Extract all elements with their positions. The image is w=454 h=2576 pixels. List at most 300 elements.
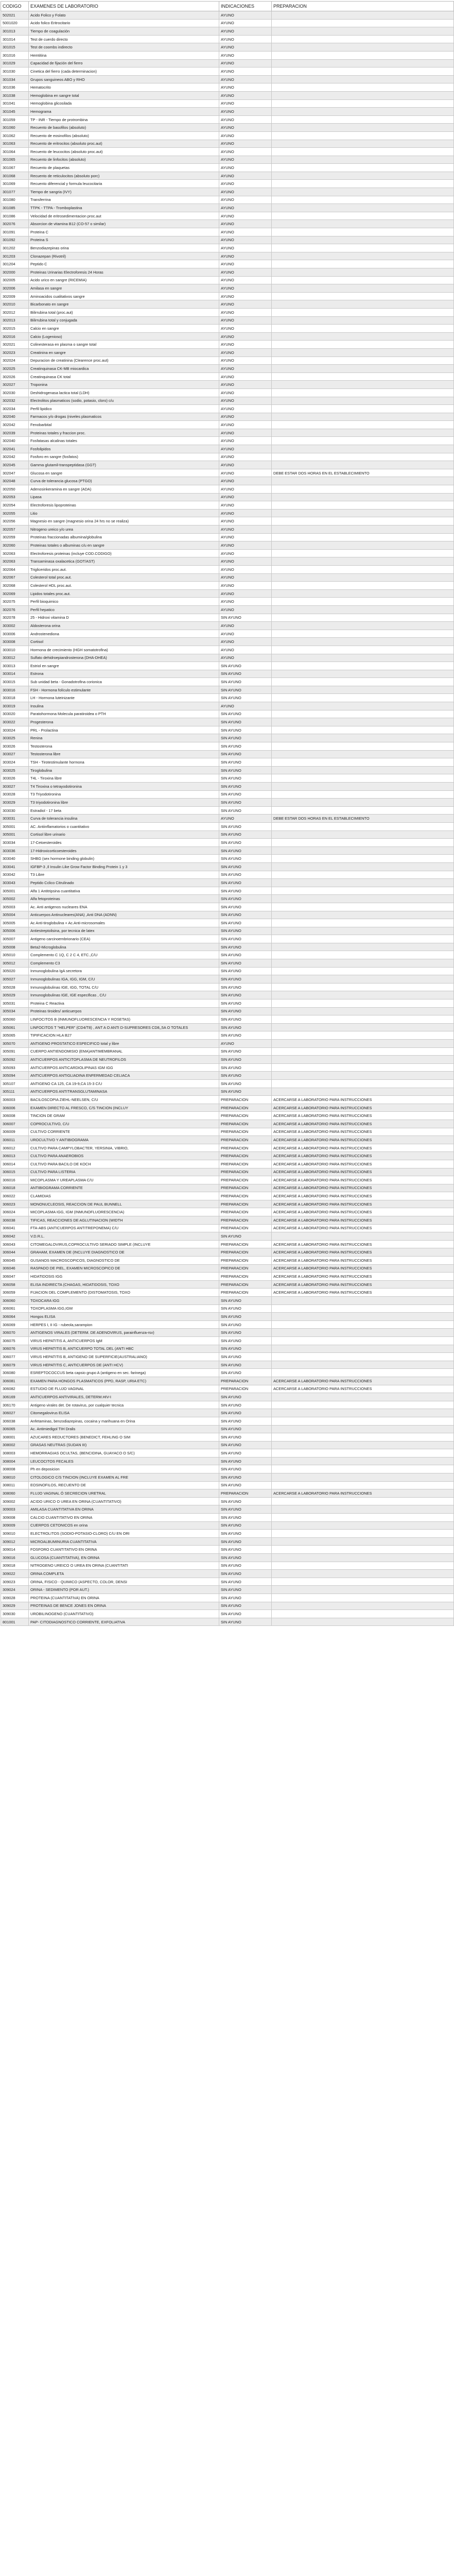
cell-codigo: 305092 <box>1 1056 29 1064</box>
cell-codigo: 302025 <box>1 365 29 373</box>
cell-examen: Proteinas totales o albuminas c/u en sangre <box>29 541 219 550</box>
cell-preparacion <box>272 477 454 485</box>
table-row <box>1 927 454 935</box>
cell-examen: PAP- CITODIAGNOSTICO CORRIENTE, EXFOLIATIVA <box>29 1618 219 1626</box>
cell-codigo: 303034 <box>1 839 29 847</box>
cell-examen: VIRUS HEPATITIS A, ANTICUERPOS IgM <box>29 1336 219 1345</box>
table-row <box>1 1345 454 1353</box>
table-row <box>1 815 454 823</box>
cell-examen: AMILASA CUANTITATIVA EN ORINA <box>29 1505 219 1514</box>
cell-preparacion <box>272 646 454 654</box>
cell-examen: ELECTROLITOS (SODIO-POTASIO-CLORO) C/U EN ORI <box>29 1530 219 1538</box>
cell-preparacion <box>272 614 454 622</box>
cell-indicacion: SIN AYUNO <box>219 1015 272 1024</box>
cell-preparacion <box>272 911 454 919</box>
cell-examen: Sulfato dehidroepiandrosterona (DHA-DHEA) <box>29 654 219 662</box>
table-row <box>1 1521 454 1530</box>
cell-indicacion: PREPARACION <box>219 1184 272 1192</box>
cell-preparacion <box>272 1586 454 1594</box>
table-row <box>1 1040 454 1048</box>
table-row <box>1 726 454 734</box>
cell-preparacion <box>272 750 454 758</box>
cell-indicacion: AYUNO <box>219 1040 272 1048</box>
cell-examen: Recuento de eritrocitos (absoluto proc.aut) <box>29 140 219 148</box>
cell-examen: Bilirrubina total (proc.aut) <box>29 308 219 316</box>
cell-indicacion: AYUNO <box>219 43 272 52</box>
cell-indicacion: AYUNO <box>219 549 272 557</box>
cell-indicacion: AYUNO <box>219 541 272 550</box>
cell-indicacion: SIN AYUNO <box>219 799 272 807</box>
cell-indicacion: AYUNO <box>219 325 272 333</box>
table-row <box>1 292 454 300</box>
cell-indicacion: AYUNO <box>219 509 272 517</box>
table-row <box>1 790 454 799</box>
table-row <box>1 348 454 357</box>
cell-examen: ANTICUERPOS ANTIGLIADINA ENFERMEDAD CELIACA <box>29 1072 219 1080</box>
cell-preparacion <box>272 1602 454 1610</box>
table-row <box>1 268 454 277</box>
cell-indicacion: AYUNO <box>219 244 272 252</box>
cell-indicacion: AYUNO <box>219 83 272 92</box>
cell-codigo: 301091 <box>1 228 29 236</box>
table-row <box>1 461 454 469</box>
cell-examen: Electroforesis lipoproteinas <box>29 501 219 510</box>
cell-codigo: 309003 <box>1 1505 29 1514</box>
cell-examen: ANTIBIOGRAMA CORRIENTE <box>29 1184 219 1192</box>
cell-preparacion <box>272 357 454 365</box>
cell-preparacion <box>272 1304 454 1313</box>
cell-codigo: 309009 <box>1 1521 29 1530</box>
cell-examen: T4 Tiroxina o tetrayodotironina <box>29 783 219 791</box>
table-row <box>1 236 454 244</box>
cell-preparacion <box>272 822 454 831</box>
cell-examen: Troponina <box>29 381 219 389</box>
cell-examen: Peptido C <box>29 260 219 268</box>
cell-indicacion: SIN AYUNO <box>219 1578 272 1586</box>
table-row <box>1 1481 454 1489</box>
table-row <box>1 862 454 871</box>
cell-indicacion: AYUNO <box>219 59 272 67</box>
cell-examen: UROBILINOGENO (CUANTITATIVO) <box>29 1610 219 1618</box>
cell-indicacion: AYUNO <box>219 11 272 20</box>
cell-codigo: 302013 <box>1 316 29 325</box>
cell-preparacion <box>272 59 454 67</box>
table-row <box>1 99 454 108</box>
cell-indicacion: SIN AYUNO <box>219 783 272 791</box>
table-row <box>1 1457 454 1465</box>
cell-examen: GLUCOSA (CUANTITATIVA), EN ORINA <box>29 1554 219 1562</box>
cell-preparacion <box>272 831 454 839</box>
cell-codigo: 305070 <box>1 1040 29 1048</box>
cell-preparacion: ACERCARSE A LABORATORIO PARA INSTRUCCIONES <box>272 1257 454 1265</box>
cell-preparacion: ACERCARSE A LABORATORIO PARA INSTRUCCIONES <box>272 1264 454 1273</box>
table-row <box>1 1144 454 1152</box>
cell-examen: TOXOPLASMA IGG,IGM <box>29 1304 219 1313</box>
cell-indicacion: SIN AYUNO <box>219 678 272 686</box>
cell-codigo: 306041 <box>1 1224 29 1232</box>
table-row <box>1 91 454 99</box>
cell-indicacion: AYUNO <box>219 493 272 501</box>
cell-codigo: 302054 <box>1 501 29 510</box>
cell-preparacion <box>272 180 454 188</box>
cell-examen: VIRUS HEPATITIS C, ANTICUERPOS DE (ANTI HCV) <box>29 1361 219 1369</box>
cell-indicacion: AYUNO <box>219 99 272 108</box>
cell-indicacion: SIN AYUNO <box>219 1554 272 1562</box>
table-body <box>1 11 454 1626</box>
cell-preparacion <box>272 1618 454 1626</box>
cell-indicacion: AYUNO <box>219 405 272 413</box>
cell-codigo: 302000 <box>1 268 29 277</box>
cell-examen: T3 Triyodotironina <box>29 790 219 799</box>
table-row <box>1 846 454 855</box>
cell-codigo: 306169 <box>1 1393 29 1401</box>
cell-codigo: 306015 <box>1 1168 29 1176</box>
cell-codigo: 308002 <box>1 1441 29 1449</box>
table-row <box>1 252 454 260</box>
cell-preparacion <box>272 582 454 590</box>
cell-codigo: 301015 <box>1 43 29 52</box>
cell-codigo: 301069 <box>1 180 29 188</box>
cell-codigo: 306077 <box>1 1353 29 1361</box>
cell-codigo: 306047 <box>1 1273 29 1281</box>
cell-preparacion: ACERCARSE A LABORATORIO PARA INSTRUCCIONES <box>272 1192 454 1200</box>
cell-preparacion <box>272 1578 454 1586</box>
cell-examen: Testosterona libre <box>29 750 219 758</box>
cell-codigo: 306069 <box>1 1320 29 1329</box>
cell-indicacion: AYUNO <box>219 445 272 453</box>
cell-preparacion <box>272 413 454 421</box>
cell-preparacion <box>272 557 454 566</box>
cell-preparacion: ACERCARSE A LABORATORIO PARA INSTRUCCIONES <box>272 1289 454 1297</box>
table-row <box>1 1449 454 1458</box>
cell-indicacion: AYUNO <box>219 156 272 164</box>
cell-examen: Recuento de basofilos (absoluto) <box>29 124 219 132</box>
cell-examen: Trigliceridos proc.aut. <box>29 565 219 573</box>
cell-codigo: 301092 <box>1 236 29 244</box>
cell-indicacion: PREPARACION <box>219 1248 272 1257</box>
cell-examen: Transaminasa oxalacetica (GOT/AST) <box>29 557 219 566</box>
cell-examen: ESTUDIO DE FLUJO VAGINAL <box>29 1385 219 1393</box>
cell-preparacion <box>272 453 454 461</box>
cell-indicacion: AYUNO <box>219 124 272 132</box>
cell-examen: Ph en deposicion <box>29 1465 219 1473</box>
table-row <box>1 686 454 694</box>
cell-codigo: 306003 <box>1 1096 29 1104</box>
cell-indicacion: SIN AYUNO <box>219 895 272 903</box>
cell-preparacion <box>272 799 454 807</box>
cell-codigo: 305094 <box>1 1072 29 1080</box>
cell-examen: Perfil hepatico <box>29 605 219 614</box>
table-row <box>1 541 454 550</box>
cell-preparacion <box>272 372 454 381</box>
cell-preparacion: ACERCARSE A LABORATORIO PARA INSTRUCCIONES <box>272 1120 454 1128</box>
cell-indicacion: SIN AYUNO <box>219 1088 272 1096</box>
table-row <box>1 718 454 726</box>
table-row <box>1 445 454 453</box>
cell-indicacion: PREPARACION <box>219 1216 272 1225</box>
table-row <box>1 501 454 510</box>
cell-codigo: 301030 <box>1 67 29 76</box>
cell-codigo: 308003 <box>1 1449 29 1458</box>
cell-codigo: 302010 <box>1 300 29 309</box>
cell-preparacion <box>272 164 454 172</box>
cell-codigo: 306079 <box>1 1361 29 1369</box>
cell-examen: Cortisol libre urinario <box>29 831 219 839</box>
table-row <box>1 1104 454 1112</box>
cell-codigo: 309022 <box>1 1570 29 1578</box>
cell-examen: FLUJO VAGINAL Ó SECRECION URETRAL <box>29 1489 219 1498</box>
table-row <box>1 220 454 228</box>
cell-indicacion: AYUNO <box>219 108 272 116</box>
cell-examen: 25 - Hidroxi vitamina D <box>29 614 219 622</box>
cell-indicacion: PREPARACION <box>219 1257 272 1265</box>
cell-preparacion <box>272 766 454 774</box>
cell-indicacion: SIN AYUNO <box>219 975 272 984</box>
cell-examen: TSH - Tirotestimulante hormona <box>29 758 219 767</box>
table-row <box>1 131 454 140</box>
cell-preparacion <box>272 19 454 27</box>
cell-examen: Capacidad de fijación del fierro <box>29 59 219 67</box>
cell-codigo: 302040 <box>1 413 29 421</box>
cell-examen: Insulina <box>29 702 219 710</box>
cell-examen: 17-Hidroxicorticoesteroides <box>29 846 219 855</box>
cell-indicacion: SIN AYUNO <box>219 742 272 751</box>
cell-examen: Ac. Anti antigenos nucleares ENA <box>29 903 219 911</box>
table-row <box>1 1257 454 1265</box>
cell-preparacion <box>272 742 454 751</box>
cell-examen: Curva de tolerancia insulina <box>29 815 219 823</box>
cell-codigo: 306038 <box>1 1216 29 1225</box>
cell-codigo: 303026 <box>1 774 29 783</box>
cell-indicacion: PREPARACION <box>219 1168 272 1176</box>
cell-preparacion <box>272 862 454 871</box>
cell-codigo: 302063 <box>1 549 29 557</box>
cell-indicacion: PREPARACION <box>219 1273 272 1281</box>
cell-preparacion <box>272 1514 454 1522</box>
cell-examen: Test de coombs indirecto <box>29 43 219 52</box>
cell-preparacion <box>272 172 454 180</box>
cell-indicacion: AYUNO <box>219 164 272 172</box>
cell-examen: Hemoglobina en sangre total <box>29 91 219 99</box>
cell-codigo: 306022 <box>1 1192 29 1200</box>
table-row <box>1 1594 454 1602</box>
table-row <box>1 943 454 951</box>
cell-codigo: 305060 <box>1 1015 29 1024</box>
table-row <box>1 1136 454 1144</box>
cell-codigo: 302005 <box>1 276 29 284</box>
cell-codigo: 302056 <box>1 517 29 526</box>
table-row <box>1 1425 454 1433</box>
cell-indicacion: SIN AYUNO <box>219 1345 272 1353</box>
table-row <box>1 1096 454 1104</box>
cell-indicacion: SIN AYUNO <box>219 846 272 855</box>
cell-examen: Tiempo de sangria (IVY) <box>29 188 219 196</box>
cell-codigo: 303043 <box>1 879 29 887</box>
cell-preparacion <box>272 951 454 959</box>
cell-indicacion: SIN AYUNO <box>219 766 272 774</box>
cell-codigo: 306012 <box>1 1144 29 1152</box>
cell-codigo: 301204 <box>1 260 29 268</box>
table-row <box>1 164 454 172</box>
cell-codigo: 301014 <box>1 35 29 43</box>
cell-codigo: 306006 <box>1 1104 29 1112</box>
cell-indicacion: AYUNO <box>219 268 272 277</box>
cell-indicacion: SIN AYUNO <box>219 1047 272 1056</box>
cell-indicacion: SIN AYUNO <box>219 1056 272 1064</box>
cell-indicacion: PREPARACION <box>219 1176 272 1184</box>
cell-indicacion: SIN AYUNO <box>219 758 272 767</box>
cell-preparacion <box>272 1329 454 1337</box>
cell-examen: Estriol en sangre <box>29 662 219 670</box>
table-row <box>1 565 454 573</box>
cell-preparacion <box>272 871 454 879</box>
cell-examen: ANTICUERPOS ANTICARDIOLIPINAS IGM IGG <box>29 1063 219 1072</box>
cell-codigo: 306014 <box>1 1160 29 1168</box>
cell-codigo: 309010 <box>1 1530 29 1538</box>
table-row <box>1 43 454 52</box>
cell-indicacion: AYUNO <box>219 461 272 469</box>
cell-indicacion: AYUNO <box>219 485 272 494</box>
cell-codigo: 303027 <box>1 750 29 758</box>
cell-codigo: 308008 <box>1 1465 29 1473</box>
cell-indicacion: AYUNO <box>219 517 272 526</box>
cell-indicacion: SIN AYUNO <box>219 999 272 1008</box>
cell-examen: Creatinina en sangre <box>29 348 219 357</box>
cell-examen: FOSFORO CUANTITATIVO EN ORINA <box>29 1546 219 1554</box>
cell-preparacion <box>272 148 454 156</box>
cell-indicacion: SIN AYUNO <box>219 871 272 879</box>
cell-examen: Ac. Antimiedigol TIH Dralis <box>29 1425 219 1433</box>
cell-codigo: 309030 <box>1 1610 29 1618</box>
cell-examen: Bilirrubina total y conjugada <box>29 316 219 325</box>
cell-preparacion <box>272 140 454 148</box>
cell-codigo: 306018 <box>1 1184 29 1192</box>
cell-examen: Anfetaminas, benzodiazepinas, cocaina y marihuana en Orina <box>29 1417 219 1425</box>
cell-preparacion <box>272 541 454 550</box>
cell-examen: Transferrina <box>29 196 219 204</box>
cell-codigo: 303024 <box>1 758 29 767</box>
cell-indicacion: AYUNO <box>219 228 272 236</box>
table-row <box>1 156 454 164</box>
table-row <box>1 766 454 774</box>
cell-codigo: 302057 <box>1 526 29 534</box>
cell-codigo: 305027 <box>1 975 29 984</box>
cell-preparacion <box>272 1063 454 1072</box>
cell-examen: CLAMIDIAS <box>29 1192 219 1200</box>
table-row <box>1 332 454 341</box>
cell-preparacion <box>272 598 454 606</box>
cell-indicacion: PREPARACION <box>219 1489 272 1498</box>
cell-preparacion <box>272 1015 454 1024</box>
table-row <box>1 1473 454 1482</box>
cell-examen: ANTIGENO PROSTATICO ESPECIFICO total y libre <box>29 1040 219 1048</box>
cell-preparacion <box>272 718 454 726</box>
cell-examen: Inmunoglobulinas IGA, IGG, IGM, C/U <box>29 975 219 984</box>
table-row <box>1 204 454 212</box>
cell-preparacion <box>272 549 454 557</box>
cell-examen: CULTIVO PARA LISTERIA <box>29 1168 219 1176</box>
table-row <box>1 11 454 20</box>
cell-preparacion <box>272 991 454 999</box>
cell-codigo: 301077 <box>1 188 29 196</box>
cell-preparacion <box>272 935 454 943</box>
table-row <box>1 774 454 783</box>
cell-preparacion <box>272 83 454 92</box>
cell-codigo: 305001 <box>1 822 29 831</box>
cell-indicacion: SIN AYUNO <box>219 1417 272 1425</box>
cell-preparacion <box>272 196 454 204</box>
cell-codigo: 302027 <box>1 381 29 389</box>
cell-codigo: 309024 <box>1 1586 29 1594</box>
cell-codigo: 302042 <box>1 453 29 461</box>
cell-examen: Inmunoglobulina IgA secretora <box>29 967 219 975</box>
table-row <box>1 895 454 903</box>
table-row <box>1 742 454 751</box>
cell-indicacion: AYUNO <box>219 252 272 260</box>
table-row <box>1 1562 454 1570</box>
cell-codigo: 303025 <box>1 766 29 774</box>
cell-preparacion <box>272 43 454 52</box>
cell-examen: RASPADO DE PIEL, EXAMEN MICROSCOPICO DE <box>29 1264 219 1273</box>
cell-preparacion <box>272 260 454 268</box>
cell-indicacion: AYUNO <box>219 573 272 582</box>
cell-codigo: 302063 <box>1 557 29 566</box>
table-row <box>1 140 454 148</box>
table-row <box>1 1313 454 1321</box>
cell-preparacion <box>272 228 454 236</box>
table-row <box>1 622 454 630</box>
cell-examen: Deshidrogenasa lactica total (LDH) <box>29 388 219 397</box>
table-row <box>1 1056 454 1064</box>
cell-indicacion: SIN AYUNO <box>219 710 272 718</box>
cell-codigo: 301086 <box>1 212 29 220</box>
cell-examen: Citomegalovirus ELISA <box>29 1409 219 1417</box>
cell-examen: Calcio (Logenioso) <box>29 332 219 341</box>
cell-indicacion: SIN AYUNO <box>219 935 272 943</box>
cell-codigo: 303042 <box>1 871 29 879</box>
table-row <box>1 300 454 309</box>
cell-indicacion: PREPARACION <box>219 1240 272 1248</box>
table-header-row <box>1 2 454 11</box>
table-row <box>1 1393 454 1401</box>
cell-preparacion <box>272 999 454 1008</box>
table-row <box>1 983 454 991</box>
cell-codigo: 303029 <box>1 799 29 807</box>
cell-preparacion <box>272 1313 454 1321</box>
table-row <box>1 365 454 373</box>
cell-examen: Beta2-Microglobulina <box>29 943 219 951</box>
table-row <box>1 1240 454 1248</box>
table-row <box>1 662 454 670</box>
cell-preparacion <box>272 1530 454 1538</box>
cell-examen: T3 triyodotironina libre <box>29 799 219 807</box>
cell-examen: Calcio en sangre <box>29 325 219 333</box>
cell-examen: Absorcion de vitamina B12 (CO-57 o similar) <box>29 220 219 228</box>
cell-codigo: 302012 <box>1 308 29 316</box>
cell-codigo: 305008 <box>1 943 29 951</box>
cell-preparacion <box>272 1562 454 1570</box>
cell-examen: Androstenediona <box>29 630 219 638</box>
cell-examen: Fosforo en sangre (fosfatos) <box>29 453 219 461</box>
cell-codigo: 502021 <box>1 11 29 20</box>
cell-indicacion: AYUNO <box>219 388 272 397</box>
cell-preparacion <box>272 1047 454 1056</box>
cell-preparacion <box>272 1505 454 1514</box>
cell-preparacion <box>272 573 454 582</box>
cell-preparacion <box>272 1417 454 1425</box>
table-row <box>1 1031 454 1040</box>
table-row <box>1 228 454 236</box>
